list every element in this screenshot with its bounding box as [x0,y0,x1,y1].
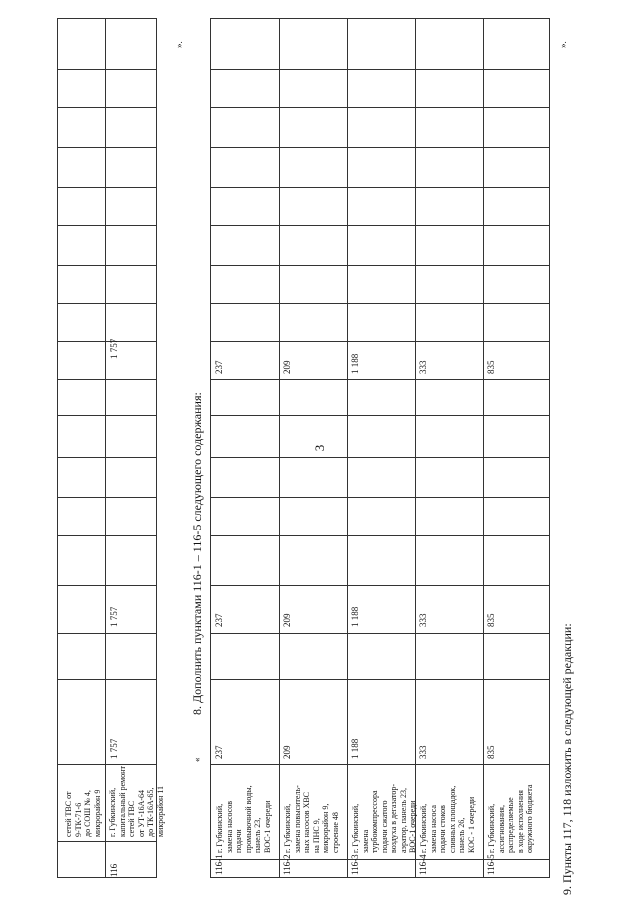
value-cell: 237 [214,745,224,759]
col-divider [211,265,549,266]
row-description: г. Губкинский, замена насосов подачи промывочной воды, панель 23, ВОС-1 очереди [215,785,272,853]
value-cell: 1 757 [109,338,119,359]
value-cell: 333 [418,360,428,374]
value-cell: 835 [486,613,496,627]
col-divider [58,69,156,70]
value-cell: 1 188 [350,738,360,759]
col-divider [58,841,156,842]
value-cell: 835 [486,745,496,759]
col-divider [58,107,156,108]
page-number: 3 [312,444,327,452]
row-description: сетей ТВС от 9-ТК-71-6 до СОШ № 4, микрорайон 9 [64,789,102,837]
value-cell: 835 [486,360,496,374]
col-divider [58,187,156,188]
new-rows-table [210,18,550,878]
value-cell: 1 188 [350,606,360,627]
col-divider [211,859,549,860]
col-divider [58,303,156,304]
col-divider [58,225,156,226]
row-description: г. Губкинский, замена повыситель- ных насосов ХВС на ПНС 9, микрорайон 9, строение 48 [283,785,340,853]
col-divider [211,225,549,226]
col-divider [58,764,156,765]
value-cell: 209 [282,745,292,759]
row-number: 116-2 [282,854,292,875]
section-9-heading: 9. Пункты 117, 118 изложить в следующей редакции: [560,623,574,895]
value-cell: 1 757 [109,606,119,627]
col-divider [58,535,156,536]
col-divider [58,341,156,342]
col-divider [58,265,156,266]
value-cell: 1 757 [109,738,119,759]
closing-quote-top: ». [174,41,184,48]
row-description: г. Губкинский, замена турбокомпрессора подачи сжатого воздуха в дегазатор- аэратор, панель 23, ВОС-1 очереди [351,783,417,853]
row-description: г. Губкинский, замена насоса подачи стоков сливных площадок, панель 26, КОС - 1 очереди [419,785,476,853]
col-divider [58,679,156,680]
col-divider [211,535,549,536]
col-divider [211,187,549,188]
row-number: 116-1 [214,854,224,875]
opening-quote: « [192,757,202,762]
col-divider [211,679,549,680]
row-number: 116 [109,863,119,877]
row-number: 116-4 [418,854,428,875]
col-divider [211,341,549,342]
value-cell: 333 [418,613,428,627]
col-divider [211,107,549,108]
col-divider [211,379,549,380]
col-divider [211,69,549,70]
col-divider [211,633,549,634]
row-number: 116-5 [486,854,496,875]
col-divider [211,415,549,416]
col-divider [211,147,549,148]
col-divider [58,147,156,148]
col-divider [211,457,549,458]
col-divider [58,415,156,416]
col-divider [211,764,549,765]
value-cell: 237 [214,360,224,374]
row-description: г. Губкинский, ассигнования, распределяемые в ходе исполнения окружного бюджета [487,784,534,853]
continued-table [57,18,165,878]
value-cell: 333 [418,745,428,759]
row-description: г. Губкинский, капитальный ремонт сетей ТВС от УТ-16А-64 до ТК-16А-65, микрорайон 11 [108,766,165,837]
value-cell: 209 [282,613,292,627]
section-8-heading: 8. Дополнить пунктами 116-1 – 116-5 следующего содержания: [190,392,204,715]
value-cell: 237 [214,613,224,627]
row-number: 116-3 [350,854,360,875]
col-divider [58,379,156,380]
value-cell: 1 188 [350,353,360,374]
col-divider [211,497,549,498]
col-divider [58,457,156,458]
closing-quote-new-table: ». [558,41,568,48]
col-divider [58,585,156,586]
col-divider [58,497,156,498]
col-divider [58,633,156,634]
col-divider [211,585,549,586]
value-cell: 209 [282,360,292,374]
col-divider [211,303,549,304]
